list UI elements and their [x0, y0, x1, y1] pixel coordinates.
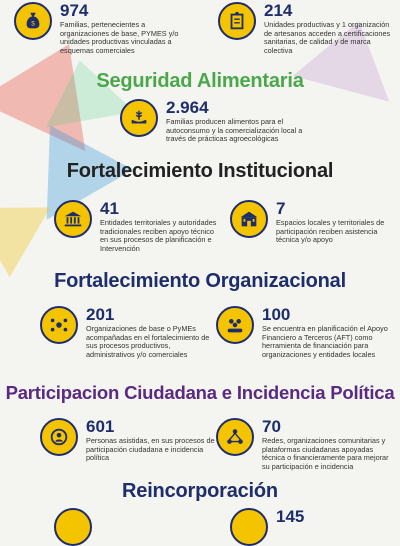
certificate-icon: [218, 2, 256, 40]
section-title-seguridad-alimentaria: Seguridad Alimentaria: [96, 70, 304, 92]
stat-description: Unidades productivas y 1 organización de artesanos acceden a certificaciones sanitarias, de calidad y de marca colectiva: [264, 20, 391, 55]
svg-text:$: $: [31, 20, 35, 28]
stat-number: 7: [276, 199, 286, 218]
stat-description: Familias, pertenecientes a organizaciones de base, PYMES y/o unidades productivas vinculadas a esquemas comerciales: [60, 20, 179, 55]
people-circle-icon: [40, 418, 78, 456]
stat-number: 41: [100, 199, 119, 218]
stat-institucional-1: [230, 200, 396, 245]
stat-description: Entidades territoriales y autoridades tradicionales reciben apoyo técnico en sus procesos de planificación e Intervención: [100, 218, 217, 253]
stat-participacion-1: [216, 418, 396, 471]
stat-description: Se encuentra en planificación el Apoyo Financiero a Terceros (AFT) como herramienta de financiación para organizaciones y entidades locales: [262, 324, 388, 359]
stat-number: 214: [264, 1, 293, 20]
team-icon: [216, 306, 254, 344]
stat-description: Redes, organizaciones comunitarias y plataformas ciudadanas apoyadas técnica o financieramente para mejorar su participación e incidencia: [262, 436, 389, 471]
stat-top-0: [14, 2, 194, 55]
stat-description: Familias producen alimentos para el autoconsumo y la comercialización local a través de prácticas agroecológicas: [166, 117, 303, 144]
section-title-fortalecimiento-institucional: Fortalecimiento Institucional: [66, 160, 334, 182]
section-title-participacion-ciudadana: Participacion Ciudadana e Incidencia Política: [5, 382, 395, 403]
partial-icon: [230, 508, 268, 546]
stat-number: 70: [262, 417, 281, 436]
partial-icon: [54, 508, 92, 546]
stat-number: 145: [276, 507, 305, 526]
stat-top-1: [218, 2, 396, 55]
stat-description: Espacios locales y territoriales de participación reciben asistencia técnica y/o apoyo: [276, 218, 385, 245]
stat-description: Personas asistidas, en sus procesos de participación ciudadana e incidencia política: [86, 436, 215, 463]
government-building-icon: [54, 200, 92, 238]
stat-seguridad-0: [120, 99, 320, 144]
stat-reincorporacion-0: [54, 508, 214, 546]
stat-participacion-0: [40, 418, 220, 463]
hands-grain-icon: [120, 99, 158, 137]
stat-institucional-0: [54, 200, 224, 253]
stat-description: Organizaciones de base o PyMEs acompañadas en el fortalecimiento de sus procesos productivos, administrativos y/o comerciales: [86, 324, 210, 359]
town-hall-icon: [230, 200, 268, 238]
stat-reincorporacion-1: [230, 508, 390, 546]
stat-organizacional-0: [40, 306, 220, 359]
stat-organizacional-1: [216, 306, 396, 359]
stat-number: 2.964: [166, 98, 209, 117]
group-network-icon: [40, 306, 78, 344]
section-title-reincorporacion: Reincorporación: [122, 480, 278, 502]
stat-number: 201: [86, 305, 115, 324]
money-bag-icon: [14, 2, 52, 40]
section-title-fortalecimiento-organizacional: Fortalecimiento Organizacional: [54, 270, 346, 292]
network-icon: [216, 418, 254, 456]
stat-number: 601: [86, 417, 115, 436]
stat-number: 974: [60, 1, 89, 20]
stat-number: 100: [262, 305, 291, 324]
